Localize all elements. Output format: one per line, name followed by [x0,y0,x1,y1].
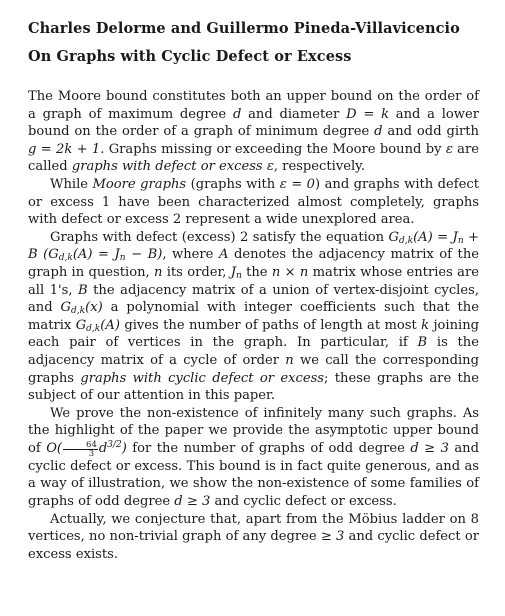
abstract-paragraph-3: Graphs with defect (excess) 2 satisfy the equation $G_{d,k}(A) = J_n + B$ $(G_{d,k}(A) = J_n - B)$, where A denotes the adjacency matrix of the graph in question, n its order, $J_n$ the n × n matrix whose entries are all 1's, B the adjacency matrix of a union of vertex-disjoint cycles, and $G_{d,k}(x)$ a polynomial with integer coefficients such that the matrix $G_{d,k}(A)$ gives the number of paths of length at most k joining each pair of vertices in the graph. In particular, if B is the adjacency matrix of a cycle of order n we call the corresponding graphs graphs with cyclic defect or excess; these graphs are the subject of our attention in this paper. [28,229,480,404]
authors: Charles Delorme and Guillermo Pineda-Villavicencio [28,20,460,37]
abstract-paragraph-2: While Moore graphs (graphs with ε = 0) and graphs with defect or excess 1 have been characterized almost completely, graphs with defect or excess 2 represent a wide unexplored area. [28,176,479,228]
abstract-paragraph-4: We prove the non-existence of infinitely many such graphs. As the highlight of the paper we provide the asymptotic upper bound of O( $\frac{64}{3}$ $d^{3/2}$) for the number of graphs of odd degree d ≥ 3 and cyclic defect or excess. This bound is in fact quite generous, and as a way of illustration, we show the non-existence of some families of graphs of odd degree d ≥ 3 and cyclic defect or excess. [28,405,479,510]
abstract-paragraph-1: The Moore bound constitutes both an upper bound on the order of a graph of maximum degree d and diameter D = k and a lower bound on the order of a graph of minimum degree d and odd girth g = 2k + 1. Graphs missing or exceeding the Moore bound by ε are called graphs with defect or excess ε, respectively. [28,89,480,175]
fraction: $\frac{64}{3}$ [63,441,98,458]
abstract [28,88,479,563]
paper-title: On Graphs with Cyclic Defect or Excess [28,48,352,65]
abstract-paragraph-5: Actually, we conjecture that, apart from the Möbius ladder on 8 vertices, no non-trivial graph of any degree ≥ 3 and cyclic defect or excess exists. [28,511,479,562]
